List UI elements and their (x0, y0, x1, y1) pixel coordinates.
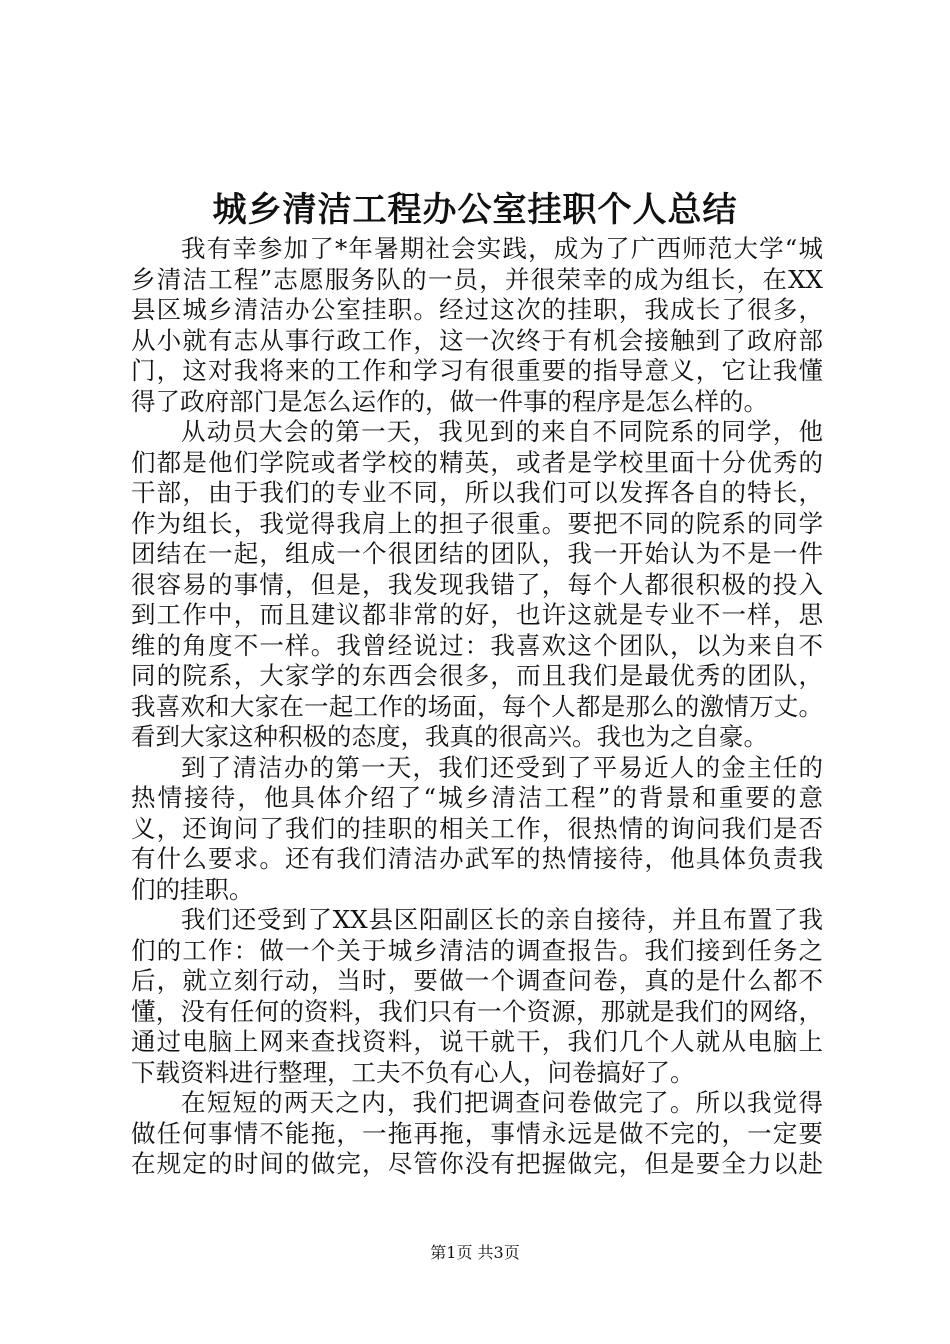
text-line: 在规定的时间的做完，尽管你没有把握做完，但是要全力以赴 (131, 1149, 823, 1178)
text-line: 乡清洁工程”志愿服务队的一员，并很荣幸的成为组长，在XX (131, 264, 823, 294)
text-line: 县区城乡清洁办公室挂职。经过这次的挂职，我成长了很多， (131, 295, 823, 324)
text-line: 看到大家这种积极的态度，我真的很高兴。我也为之自豪。 (131, 722, 768, 751)
text-line: 们的挂职。 (131, 874, 254, 904)
document-body (131, 234, 823, 1180)
text-line: 在短短的两天之内，我们把调查问卷做完了。所以我觉得 (181, 1088, 823, 1117)
text-line: 从动员大会的第一天，我见到的来自不同院系的同学，他 (181, 417, 823, 446)
document-title: 城乡清洁工程办公室挂职个人总结 (212, 190, 738, 230)
text-line: 下载资料进行整理，工夫不负有心人，问卷搞好了。 (131, 1057, 695, 1087)
text-line: 从小就有志从事行政工作，这一次终于有机会接触到了政府部 (131, 325, 823, 355)
text-line: 得了政府部门是怎么运作的，做一件事的程序是怎么样的。 (131, 386, 768, 416)
text-line: 我喜欢和大家在一起工作的场面，每个人都是那么的激情万丈。 (131, 691, 823, 721)
text-line: 门，这对我将来的工作和学习有很重要的指导意义，它让我懂 (131, 356, 823, 385)
text-line: 有什么要求。还有我们清洁办武军的热情接待，他具体负责我 (131, 844, 823, 873)
text-line: 后，就立刻行动，当时，要做一个调查问卷，真的是什么都不 (131, 966, 823, 995)
text-line: 同的院系，大家学的东西会很多，而且我们是最优秀的团队， (131, 661, 823, 690)
text-line: 到工作中，而且建议都非常的好，也许这就是专业不一样，思 (131, 600, 823, 629)
text-line: 很容易的事情，但是，我发现我错了，每个人都很积极的投入 (131, 569, 823, 599)
text-line: 我有幸参加了*年暑期社会实践，成为了广西师范大学“城 (181, 234, 823, 263)
text-line: 通过电脑上网来查找资料，说干就干，我们几个人就从电脑上 (131, 1027, 823, 1056)
text-line: 我们还受到了XX县区阳副区长的亲自接待，并且布置了我 (181, 905, 823, 934)
text-line: 作为组长，我觉得我肩上的担子很重。要把不同的院系的同学 (131, 508, 823, 538)
text-line: 们都是他们学院或者学校的精英，或者是学校里面十分优秀的 (131, 447, 823, 477)
text-line: 团结在一起，组成一个很团结的团队，我一开始认为不是一件 (131, 539, 823, 568)
text-line: 们的工作：做一个关于城乡清洁的调查报告。我们接到任务之 (131, 935, 823, 965)
text-line: 到了清洁办的第一天，我们还受到了平易近人的金主任的 (181, 752, 823, 782)
text-line: 维的角度不一样。我曾经说过：我喜欢这个团队，以为来自不 (131, 630, 823, 660)
text-line: 干部，由于我们的专业不同，所以我们可以发挥各自的特长， (131, 478, 823, 507)
text-line: 热情接待，他具体介绍了“城乡清洁工程”的背景和重要的意 (131, 783, 823, 812)
text-line: 义，还询问了我们的挂职的相关工作，很热情的询问我们是否 (131, 813, 823, 843)
text-line: 做任何事情不能拖，一拖再拖，事情永远是做不完的，一定要 (131, 1118, 823, 1148)
page-footer: 第1页 共3页 (430, 1243, 520, 1262)
text-line: 懂，没有任何的资料，我们只有一个资源，那就是我们的网络， (131, 996, 823, 1026)
